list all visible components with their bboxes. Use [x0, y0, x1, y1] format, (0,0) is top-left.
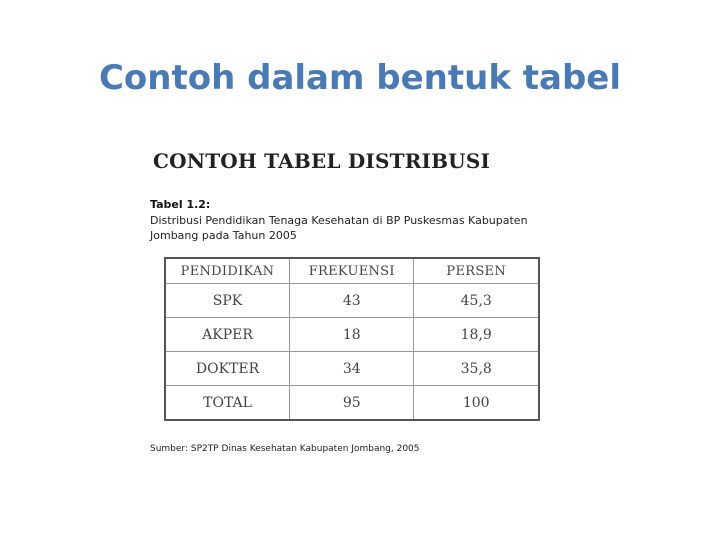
cell-persen: 100 — [414, 386, 539, 421]
cell-pendidikan: DOKTER — [165, 352, 290, 386]
table-number: Tabel 1.2: — [150, 198, 211, 211]
header-frekuensi: FREKUENSI — [290, 258, 414, 284]
table-row — [165, 352, 539, 386]
cell-persen: 45,3 — [414, 284, 539, 318]
table-row-total — [165, 386, 539, 421]
cell-frekuensi: 43 — [290, 284, 414, 318]
cell-persen: 18,9 — [414, 318, 539, 352]
distribution-table — [164, 257, 540, 421]
header-persen: PERSEN — [414, 258, 539, 284]
table-caption: Distribusi Pendidikan Tenaga Kesehatan di BP Puskesmas Kabupaten Jombang pada Tahun 2005 — [150, 214, 528, 242]
header-pendidikan: PENDIDIKAN — [165, 258, 290, 284]
table-row — [165, 284, 539, 318]
table-source: Sumber: SP2TP Dinas Kesehatan Kabupaten Jombang, 2005 — [150, 444, 420, 454]
table-header-row — [165, 258, 539, 284]
cell-frekuensi: 34 — [290, 352, 414, 386]
table-figure — [145, 145, 550, 465]
cell-frekuensi: 18 — [290, 318, 414, 352]
cell-pendidikan: AKPER — [165, 318, 290, 352]
cell-frekuensi: 95 — [290, 386, 414, 421]
table-row — [165, 318, 539, 352]
cell-pendidikan: TOTAL — [165, 386, 290, 421]
cell-persen: 35,8 — [414, 352, 539, 386]
slide-title: Contoh dalam bentuk tabel — [98, 58, 622, 98]
figure-heading: CONTOH TABEL DISTRIBUSI — [153, 149, 491, 173]
cell-pendidikan: SPK — [165, 284, 290, 318]
